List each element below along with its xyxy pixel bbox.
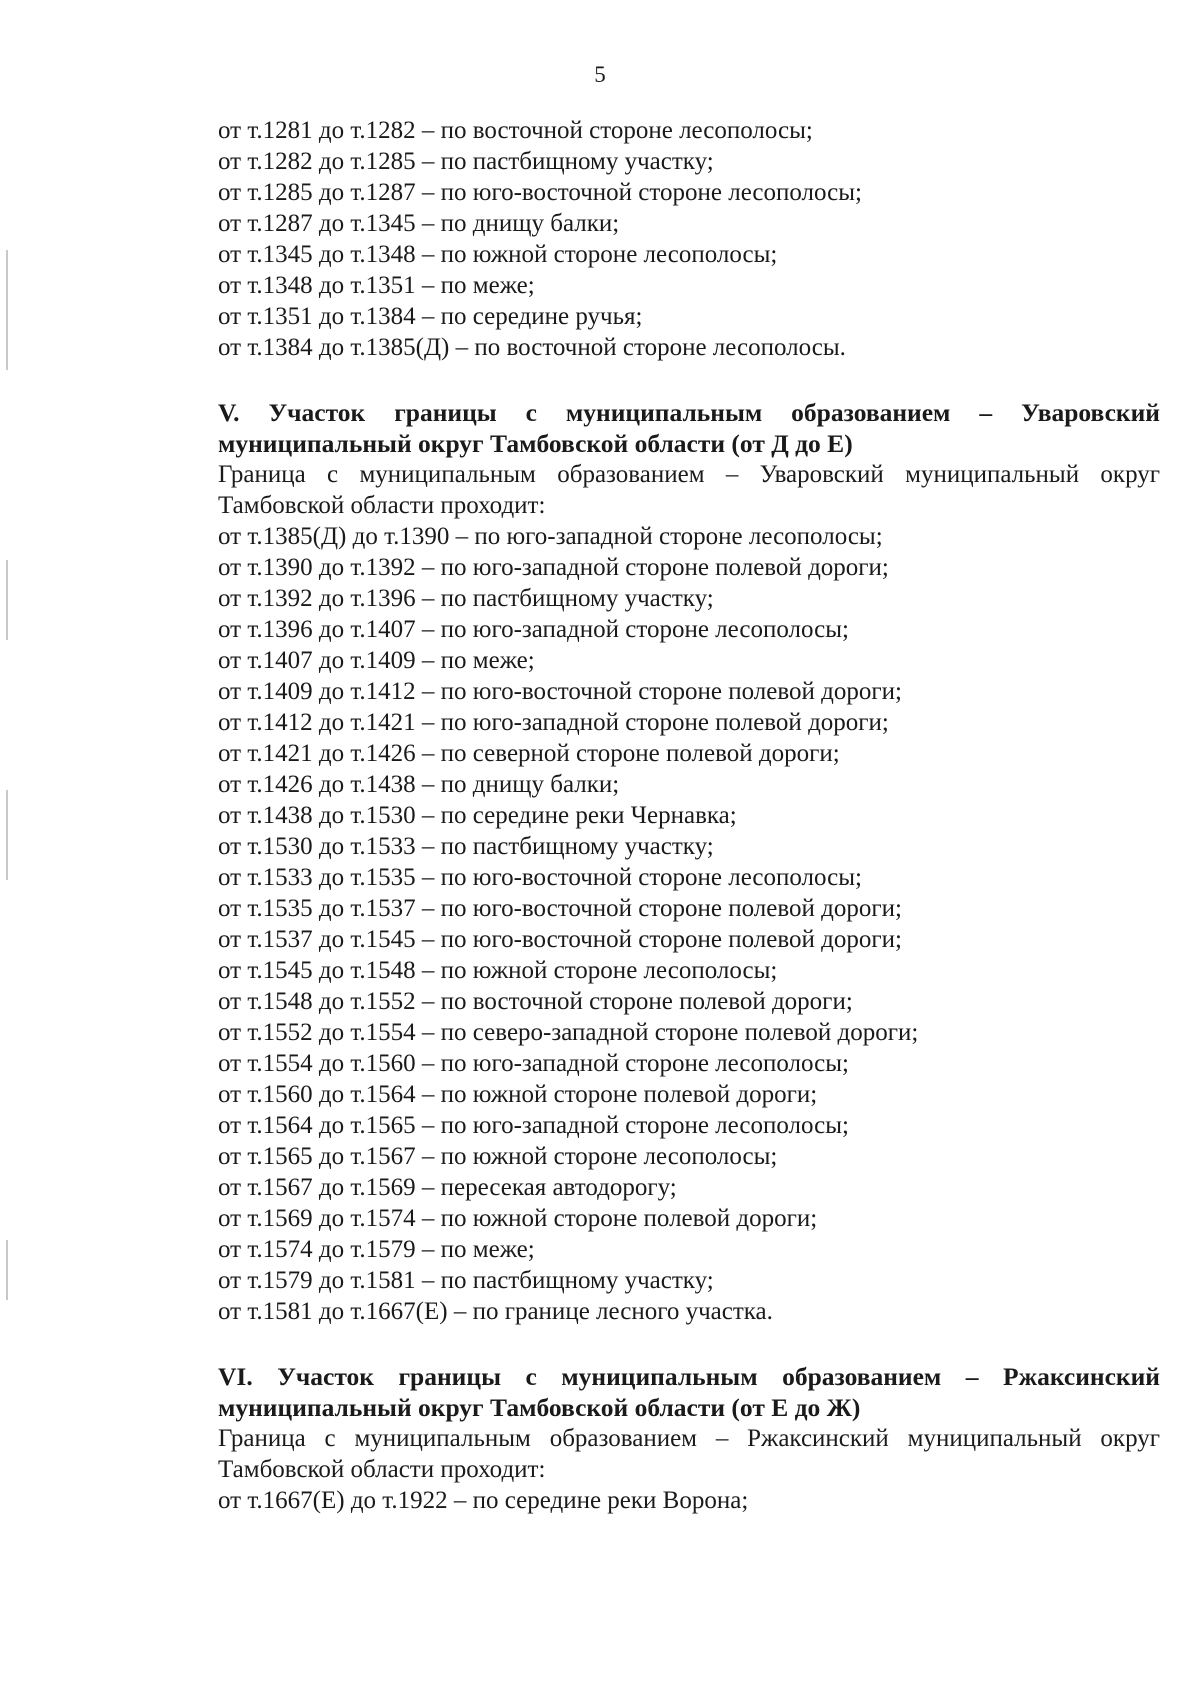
boundary-line: от т.1351 до т.1384 – по середине ручья; [218, 303, 643, 330]
section-iv-tail [218, 115, 1160, 363]
boundary-line: от т.1384 до т.1385(Д) – по восточной стороне лесополосы. [218, 334, 846, 361]
section-v-intro-line2: Тамбовской области проходит: [218, 492, 546, 519]
boundary-line: от т.1554 до т.1560 – по юго-западной стороне лесополосы; [218, 1050, 849, 1077]
boundary-line: от т.1567 до т.1569 – пересекая автодорогу; [218, 1174, 677, 1201]
boundary-line: от т.1667(Е) до т.1922 – по середине реки Ворона; [218, 1487, 749, 1514]
boundary-line: от т.1281 до т.1282 – по восточной стороне лесополосы; [218, 117, 813, 144]
boundary-line: от т.1574 до т.1579 – по меже; [218, 1236, 535, 1263]
document-body [218, 115, 1160, 1516]
scan-edge-mark [6, 1240, 8, 1300]
boundary-line: от т.1285 до т.1287 – по юго-восточной стороне лесополосы; [218, 179, 862, 206]
boundary-line: от т.1537 до т.1545 – по юго-восточной стороне полевой дороги; [218, 926, 902, 953]
boundary-line: от т.1390 до т.1392 – по юго-западной стороне полевой дороги; [218, 554, 889, 581]
boundary-line: от т.1345 до т.1348 – по южной стороне лесополосы; [218, 241, 778, 268]
scan-edge-mark [6, 560, 8, 640]
page-number: 5 [594, 62, 606, 87]
boundary-line: от т.1530 до т.1533 – по пастбищному участку; [218, 833, 714, 860]
section-v-heading-line2: муниципальный округ Тамбовской области (от Д до Е) [218, 429, 853, 458]
section-vi-intro-line2: Тамбовской области проходит: [218, 1456, 546, 1483]
boundary-line: от т.1392 до т.1396 – по пастбищному участку; [218, 585, 714, 612]
boundary-line: от т.1569 до т.1574 – по южной стороне полевой дороги; [218, 1205, 818, 1232]
section-v-intro-line1: Граница с муниципальным образованием – Уваровский муниципальный округ [218, 461, 1160, 488]
boundary-line: от т.1535 до т.1537 – по юго-восточной стороне полевой дороги; [218, 895, 902, 922]
scan-edge-mark [6, 250, 8, 370]
boundary-line: от т.1579 до т.1581 – по пастбищному участку; [218, 1267, 714, 1294]
boundary-line: от т.1426 до т.1438 – по днищу балки; [218, 771, 620, 798]
section-vi-heading-line1: VI. Участок границы с муниципальным образованием – Ржаксинский [218, 1362, 1160, 1391]
section-v-heading-line1: V. Участок границы с муниципальным образованием – Уваровский [218, 398, 1160, 427]
boundary-line: от т.1409 до т.1412 – по юго-восточной стороне полевой дороги; [218, 678, 902, 705]
boundary-line: от т.1548 до т.1552 – по восточной стороне полевой дороги; [218, 988, 853, 1015]
boundary-line: от т.1421 до т.1426 – по северной стороне полевой дороги; [218, 740, 840, 767]
section-v [218, 397, 1160, 1327]
boundary-line: от т.1552 до т.1554 – по северо-западной стороне полевой дороги; [218, 1019, 919, 1046]
boundary-line: от т.1385(Д) до т.1390 – по юго-западной стороне лесополосы; [218, 523, 883, 550]
boundary-line: от т.1565 до т.1567 – по южной стороне лесополосы; [218, 1143, 778, 1170]
boundary-line: от т.1560 до т.1564 – по южной стороне полевой дороги; [218, 1081, 818, 1108]
section-vi [218, 1361, 1160, 1516]
boundary-line: от т.1581 до т.1667(Е) – по границе лесного участка. [218, 1298, 773, 1325]
section-vi-heading-line2: муниципальный округ Тамбовской области (от Е до Ж) [218, 1393, 861, 1422]
boundary-line: от т.1545 до т.1548 – по южной стороне лесополосы; [218, 957, 778, 984]
boundary-line: от т.1533 до т.1535 – по юго-восточной стороне лесополосы; [218, 864, 862, 891]
boundary-line: от т.1396 до т.1407 – по юго-западной стороне лесополосы; [218, 616, 849, 643]
boundary-line: от т.1348 до т.1351 – по меже; [218, 272, 535, 299]
scan-edge-mark [6, 790, 8, 880]
boundary-line: от т.1407 до т.1409 – по меже; [218, 647, 535, 674]
boundary-line: от т.1412 до т.1421 – по юго-западной стороне полевой дороги; [218, 709, 889, 736]
section-vi-lines [218, 1485, 1160, 1516]
boundary-line: от т.1564 до т.1565 – по юго-западной стороне лесополосы; [218, 1112, 849, 1139]
section-vi-intro-line1: Граница с муниципальным образованием – Ржаксинский муниципальный округ [218, 1425, 1160, 1452]
boundary-line: от т.1438 до т.1530 – по середине реки Чернавка; [218, 802, 737, 829]
boundary-line: от т.1282 до т.1285 – по пастбищному участку; [218, 148, 714, 175]
boundary-line: от т.1287 до т.1345 – по днищу балки; [218, 210, 620, 237]
section-v-lines [218, 521, 1160, 1327]
